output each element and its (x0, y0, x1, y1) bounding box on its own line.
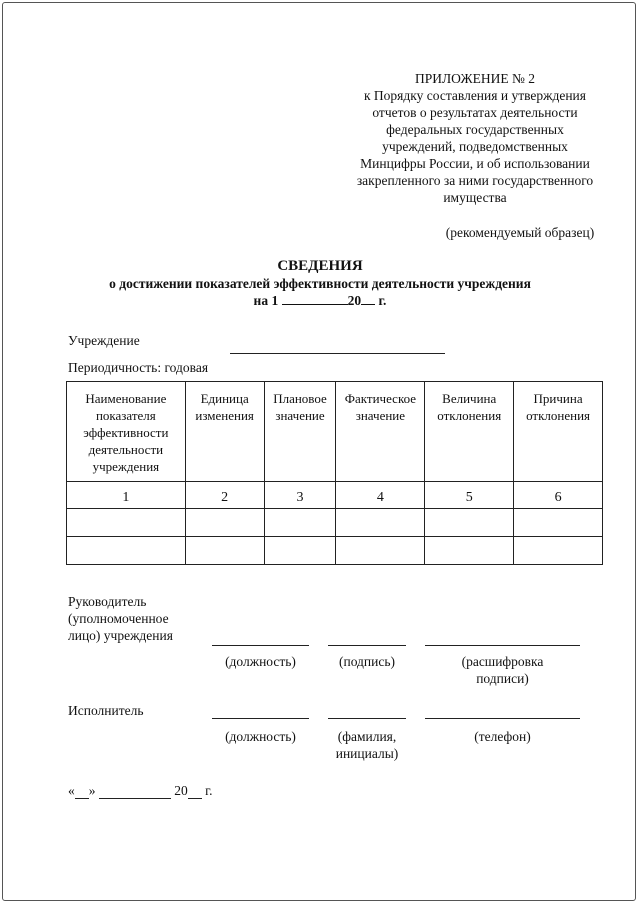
document-title: СВЕДЕНИЯ (277, 258, 363, 274)
column-number: 5 (425, 482, 514, 509)
head-label-line: (уполномоченное (68, 611, 169, 626)
column-number: 6 (514, 482, 603, 509)
table-cell[interactable] (264, 537, 336, 565)
sample-note: (рекомендуемый образец) (445, 225, 595, 240)
year-field[interactable] (188, 782, 202, 799)
signature-caption: (подпись) (338, 654, 396, 669)
head-position-field[interactable] (212, 645, 309, 646)
position-caption: (должность) (225, 729, 296, 744)
appendix-line: учреждений, подведомственных (382, 139, 568, 154)
executor-position-field[interactable] (212, 718, 309, 719)
indicators-table (66, 381, 603, 565)
position-caption: (должность) (225, 654, 296, 669)
signing-date-line (68, 782, 213, 799)
name-caption: (фамилия, инициалы) (335, 729, 399, 761)
table-row (67, 509, 603, 537)
table-cell[interactable] (336, 509, 425, 537)
date-suffix: г. (205, 783, 213, 798)
column-number: 4 (336, 482, 425, 509)
column-header: Плановое значение (264, 382, 336, 482)
table-cell[interactable] (185, 509, 264, 537)
report-date-line (0, 293, 640, 309)
appendix-line: федеральных государственных (386, 122, 564, 137)
date-suffix: г. (378, 293, 387, 308)
date-prefix: на 1 (253, 293, 279, 308)
head-label (68, 593, 173, 644)
appendix-line: Минцифры России, и об использовании (360, 156, 590, 171)
year-prefix: 20 (174, 783, 188, 798)
signature-decoding-caption: (расшифровка подписи) (461, 654, 544, 686)
appendix-line: имущества (443, 190, 507, 205)
head-label-line: Руководитель (68, 594, 147, 609)
column-number: 2 (185, 482, 264, 509)
close-quote: » (88, 783, 96, 798)
table-cell[interactable] (336, 537, 425, 565)
head-signature-field[interactable] (328, 645, 406, 646)
year-blank[interactable] (361, 304, 375, 305)
appendix-number: ПРИЛОЖЕНИЕ № 2 (414, 71, 536, 86)
table-cell[interactable] (514, 509, 603, 537)
open-quote: « (68, 783, 75, 798)
table-header-row (67, 382, 603, 482)
table-cell[interactable] (185, 537, 264, 565)
day-field[interactable] (75, 782, 89, 799)
head-name-field[interactable] (425, 645, 580, 646)
executor-phone-field[interactable] (425, 718, 580, 719)
column-header: Величина отклонения (425, 382, 514, 482)
table-row (67, 537, 603, 565)
executor-name-field[interactable] (328, 718, 406, 719)
column-header: Причина отклонения (514, 382, 603, 482)
date-year: 20 (347, 293, 362, 308)
document-subtitle: о достижении показателей эффективности деятельности учреждения (109, 276, 531, 291)
month-field[interactable] (99, 782, 171, 799)
column-number-row (67, 482, 603, 509)
executor-label: Исполнитель (68, 703, 144, 718)
table-cell[interactable] (425, 509, 514, 537)
phone-caption: (телефон) (474, 729, 531, 744)
appendix-line: к Порядку составления и утверждения (364, 88, 586, 103)
appendix-line: отчетов о результатах деятельности (372, 105, 578, 120)
head-label-line: лицо) учреждения (68, 628, 173, 643)
column-number: 3 (264, 482, 336, 509)
table-cell[interactable] (425, 537, 514, 565)
table-cell[interactable] (514, 537, 603, 565)
table-cell[interactable] (67, 509, 186, 537)
column-header: Наименование показателя эффективности деятельности учреждения (67, 382, 186, 482)
table-cell[interactable] (67, 537, 186, 565)
date-blank[interactable] (282, 304, 348, 305)
appendix-block (330, 70, 620, 206)
institution-label: Учреждение (68, 333, 140, 348)
appendix-line: закрепленного за ними государственного (356, 173, 594, 188)
column-number: 1 (67, 482, 186, 509)
column-header: Фактическое значение (336, 382, 425, 482)
institution-field[interactable] (230, 353, 445, 354)
table-cell[interactable] (264, 509, 336, 537)
column-header: Единица изменения (185, 382, 264, 482)
periodicity-label: Периодичность: годовая (68, 360, 209, 375)
